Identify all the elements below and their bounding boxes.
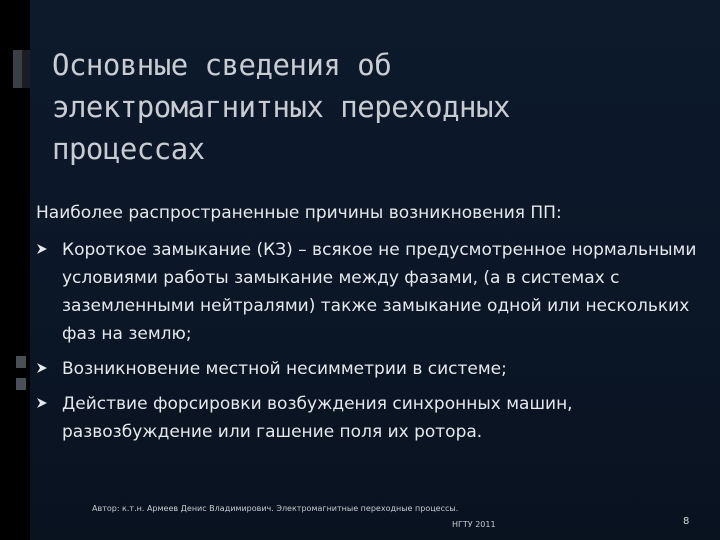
list-item bbox=[36, 390, 706, 446]
arrow-bullet-icon bbox=[37, 363, 47, 373]
bullet-text: Возникновение местной несимметрии в системе; bbox=[62, 359, 507, 379]
list-item bbox=[36, 355, 706, 383]
bullet-list bbox=[36, 236, 706, 453]
footer-org: НГТУ 2011 bbox=[452, 520, 496, 529]
lead-text: Наиболее распространенные причины возникновения ПП: bbox=[36, 203, 562, 223]
bullet-text: Действие форсировки возбуждения синхронных машин, развозбуждение или гашение поля их ротора. bbox=[62, 394, 573, 442]
arrow-bullet-icon bbox=[37, 398, 47, 408]
arrow-bullet-icon bbox=[37, 244, 47, 254]
slide-title: Основные сведения об электромагнитных переходных процессах bbox=[52, 48, 510, 166]
page-number: 8 bbox=[683, 516, 690, 527]
footer-author: Автор: к.т.н. Армеев Денис Владимирович. Электромагнитные переходные процессы. bbox=[92, 504, 459, 513]
slide-footer bbox=[0, 502, 720, 540]
bullet-text: Короткое замыкание (КЗ) – всякое не предусмотренное нормальными условиями работы замыкание между фазами, (а в системах с заземленными нейтралями) также замыкание одной или нескольких фаз на землю; bbox=[62, 240, 697, 344]
list-item bbox=[36, 236, 706, 348]
side-marker bbox=[16, 356, 26, 368]
side-marker bbox=[16, 378, 26, 390]
title-accent-bar-inner bbox=[22, 50, 30, 88]
